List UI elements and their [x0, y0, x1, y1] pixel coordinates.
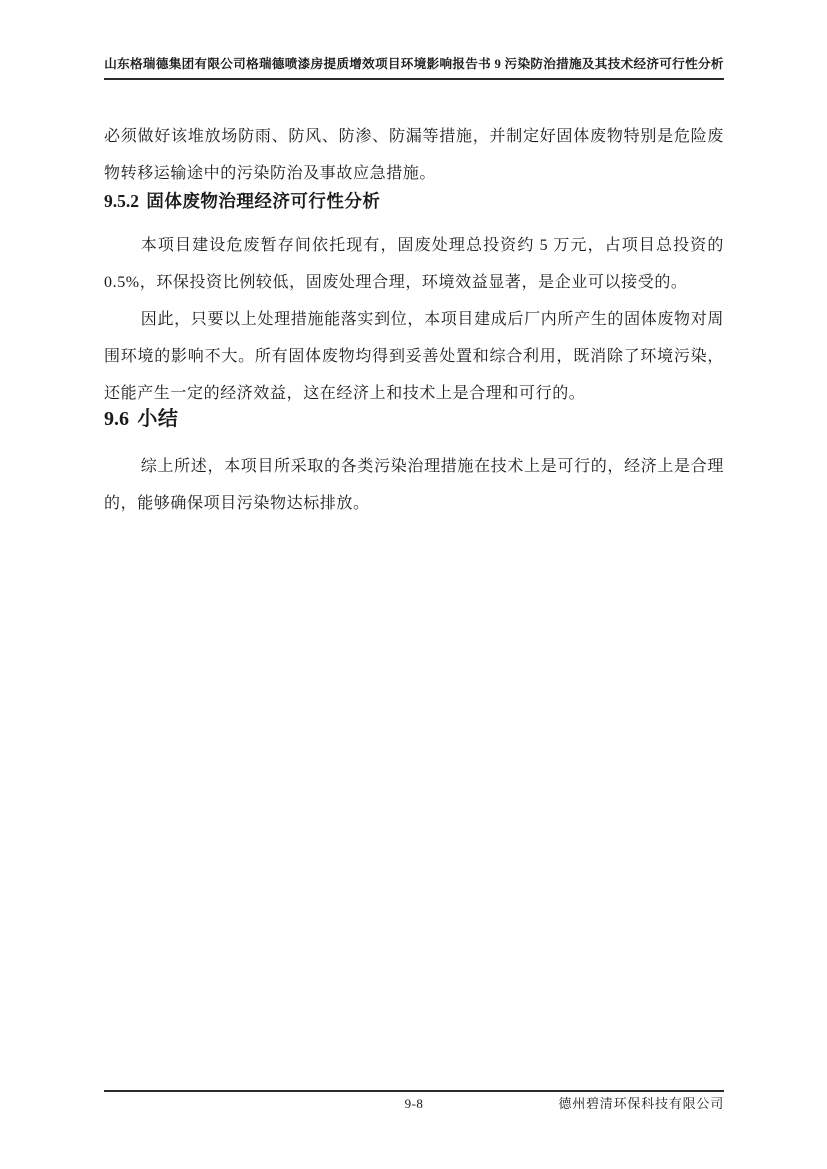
paragraph-conclusion-solid-waste: 因此，只要以上处理措施能落实到位，本项目建成后厂内所产生的固体废物对周围环境的影响不大。所有固体废物均得到妥善处置和综合利用，既消除了环境污染，还能产生一定的经济效益，这在经济上和技术上是合理和可行的。 — [104, 311, 724, 402]
section-title: 固体废物治理经济可行性分析 — [146, 190, 381, 211]
footer-company-name: 德州碧清环保科技有限公司 — [558, 1096, 724, 1111]
section-heading-9-5-2 — [104, 189, 724, 214]
page-header — [104, 53, 724, 80]
page-footer — [104, 1090, 724, 1112]
section-title: 小结 — [137, 407, 179, 430]
paragraph-investment-feasibility: 本项目建设危废暂存间依托现有，固废处理总投资约 5 万元，占项目总投资的0.5%，环保投资比例较低，固废处理合理，环境效益显著，是企业可以接受的。 — [104, 237, 724, 291]
section-number: 9.6 — [104, 407, 129, 430]
header-title: 山东格瑞德集团有限公司格瑞德喷漆房提质增效项目环境影响报告书 9 污染防治措施及其技术经济可行性分析 — [104, 57, 724, 71]
paragraph-continued-solid-waste-measures: 必须做好该堆放场防雨、防风、防渗、防漏等措施，并制定好固体废物特别是危险废物转移运输途中的污染防治及事故应急措施。 — [104, 128, 724, 182]
page-number: 9-8 — [404, 1096, 424, 1111]
paragraph-summary: 综上所述，本项目所采取的各类污染治理措施在技术上是可行的，经济上是合理的，能够确保项目污染物达标排放。 — [104, 458, 724, 512]
section-number: 9.5.2 — [104, 190, 139, 211]
section-heading-9-6 — [104, 405, 724, 433]
